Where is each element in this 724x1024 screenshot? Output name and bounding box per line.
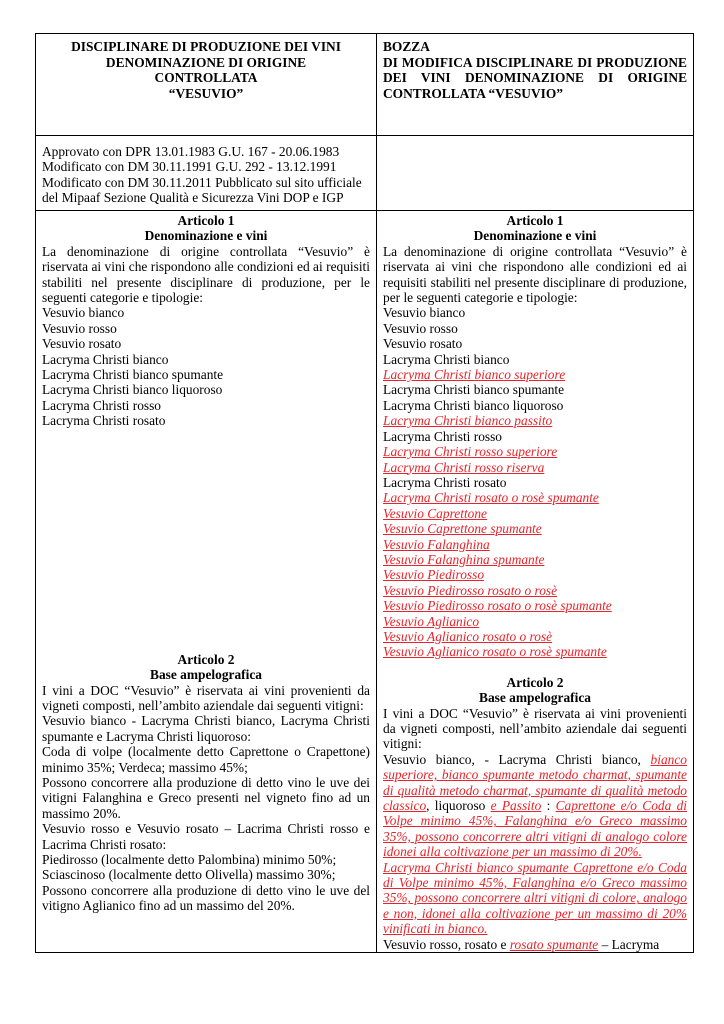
added-wine-type-item: Vesuvio Caprettone — [383, 505, 488, 521]
text-run: , liquoroso — [426, 798, 491, 814]
text-run: Vesuvio bianco, - Lacryma Christi bianco, — [383, 751, 651, 767]
paragraph: Piedirosso (localmente detto Palombina) minimo 50%; — [42, 851, 337, 867]
article-1-title: Articolo 1 — [177, 213, 235, 228]
draft-paragraph-rosso — [383, 937, 687, 952]
wine-type-item: Lacryma Christi rosato — [42, 413, 166, 429]
header-row — [36, 34, 694, 136]
original-wine-list — [42, 305, 370, 428]
wine-type-item: Vesuvio rosato — [383, 336, 463, 352]
added-wine-type-item: Vesuvio Aglianico rosato o rosè spumante — [383, 644, 607, 660]
draft-wine-list — [383, 305, 687, 659]
text-run: : — [541, 798, 556, 814]
title-line: “VESUVIO” — [168, 85, 244, 101]
header-right-cell — [377, 34, 694, 136]
added-text: rosato spumante — [509, 936, 599, 952]
added-wine-type-item: Vesuvio Piedirosso rosato o rosè spumante — [383, 598, 612, 614]
wine-type-item: Vesuvio bianco — [383, 305, 466, 321]
paragraph: Possono concorrere alla produzione di detto vino le uve dei vitigni Falanghina e Greco presenti nel vigneto fino ad un massimo 20%. — [42, 774, 370, 821]
approval-line: Modificato con DM 30.11.2011 Pubblicato sul sito ufficiale del Mipaaf Sezione Qualità e Sicurezza Vini DOP e IGP — [42, 174, 362, 206]
article-2-intro: I vini a DOC “Vesuvio” è riservata ai vini provenienti da vigneti composti, nell’ambito aziendale dai seguenti vitigni: — [383, 705, 687, 752]
added-wine-type-item: Vesuvio Piedirosso rosato o rosè — [383, 582, 558, 598]
article-2-title: Articolo 2 — [177, 651, 235, 667]
added-wine-type-item: Vesuvio Piedirosso — [383, 567, 485, 583]
paragraph: Possono concorrere alla produzione di detto vino le uve del vitigno Aglianico fino ad un massimo del 20%. — [42, 882, 370, 914]
article-2-subtitle: Base ampelografica — [150, 667, 262, 683]
approval-cell-empty — [377, 136, 694, 211]
article-1-subtitle: Denominazione e vini — [144, 228, 268, 244]
approval-line: Modificato con DM 30.11.1991 G.U. 292 - 13.12.1991 — [42, 159, 337, 175]
wine-type-item: Vesuvio rosso — [383, 320, 458, 336]
approval-cell — [36, 136, 377, 211]
wine-type-item: Lacryma Christi bianco — [383, 351, 510, 367]
article-2-intro: I vini a DOC “Vesuvio” è riservata ai vini provenienti da vigneti composti, nell’ambito aziendale dai seguenti vitigni: — [42, 682, 370, 713]
title-line: CONTROLLATA — [154, 70, 258, 86]
original-title — [42, 36, 370, 101]
draft-paragraph-bianco — [383, 752, 687, 860]
text-run: Vesuvio rosso, rosato e — [383, 936, 510, 952]
added-text: bianco superiore, bianco spumante metodo charmat, spumante di qualità metodo charmat, spumante di qualità metodo classico — [383, 751, 687, 814]
draft-subtitle: DI MODIFICA DISCIPLINARE DI PRODUZIONE DEI VINI DENOMINAZIONE DI ORIGINE CONTROLLATA “VESUVIO” — [383, 54, 687, 101]
draft-title — [383, 36, 687, 101]
article-2-title: Articolo 2 — [506, 674, 564, 690]
paragraph: Coda di volpe (localmente detto Caprettone o Crapettone) minimo 35%; Verdeca; massimo 45%; — [42, 744, 370, 775]
added-wine-type-item: Vesuvio Falanghina — [383, 536, 490, 552]
article-1-title: Articolo 1 — [506, 213, 564, 228]
original-articles-cell — [36, 211, 377, 953]
added-wine-type-item: Lacryma Christi rosato o rosè spumante — [383, 490, 599, 506]
added-wine-type-item: Vesuvio Aglianico rosato o rosè — [383, 628, 553, 644]
wine-type-item: Lacryma Christi bianco liquoroso — [42, 382, 223, 398]
draft-articles-cell — [377, 211, 694, 953]
approval-row — [36, 136, 694, 211]
wine-type-item: Vesuvio rosso — [42, 320, 117, 336]
article-1-intro: La denominazione di origine controllata “Vesuvio” è riservata ai vini che rispondono alle condizioni ed ai requisiti stabiliti nel presente disciplinare di produzione, per le seguenti categorie e tipologie: — [383, 243, 687, 306]
title-line: DENOMINAZIONE DI ORIGINE — [105, 54, 307, 70]
approval-line: Approvato con DPR 13.01.1983 G.U. 167 - 20.06.1983 — [42, 144, 340, 159]
article-1-subtitle: Denominazione e vini — [473, 228, 597, 244]
comparison-table — [35, 33, 694, 953]
draft-label: BOZZA — [383, 39, 430, 54]
wine-type-item: Lacryma Christi bianco spumante — [383, 382, 565, 398]
wine-type-item: Vesuvio rosato — [42, 336, 122, 352]
added-text: Caprettone e/o Coda di Volpe minimo 45%, Falanghina e/o Greco massimo 35%, possono concorrere altri vitigni di analogo colore idonei alla coltivazione per un massimo di 20%. — [383, 798, 687, 860]
added-wine-type-item: Vesuvio Caprettone spumante — [383, 521, 542, 537]
wine-type-item: Lacryma Christi bianco liquoroso — [383, 397, 564, 413]
title-line: DISCIPLINARE DI PRODUZIONE DEI VINI — [71, 39, 341, 54]
added-wine-type-item: Vesuvio Falanghina spumante — [383, 551, 545, 567]
added-wine-type-item: Lacryma Christi rosso riserva — [383, 459, 545, 475]
article-2-subtitle: Base ampelografica — [479, 690, 591, 706]
added-paragraph-spumante: Lacryma Christi bianco spumante Caprettone e/o Coda di Volpe minimo 45%, Falanghina e/o Greco massimo 35%, possono concorrere altri vitigni di colore, analogo e non, idonei alla coltivazione per un massimo di 20% vinificati in bianco. — [383, 859, 687, 937]
paragraph: Sciascinoso (localmente detto Olivella) massimo 30%; — [42, 867, 336, 883]
wine-type-item: Lacryma Christi rosso — [383, 428, 503, 444]
header-left-cell — [36, 34, 377, 136]
added-wine-type-item: Lacryma Christi bianco passito — [383, 413, 553, 429]
wine-type-item: Lacryma Christi rosso — [42, 397, 162, 413]
article-1-intro: La denominazione di origine controllata “Vesuvio” è riservata ai vini che rispondono alle condizioni ed ai requisiti stabiliti nel presente disciplinare di produzione, per le seguenti categorie e tipologie: — [42, 243, 370, 306]
wine-type-item: Lacryma Christi bianco — [42, 351, 169, 367]
added-text: e Passito — [490, 798, 542, 814]
paragraph: Vesuvio rosso e Vesuvio rosato – Lacrima Christi rosso e Lacrima Christi rosato: — [42, 821, 370, 852]
text-run: – Lacryma — [598, 936, 660, 952]
added-wine-type-item: Lacryma Christi rosso superiore — [383, 444, 558, 460]
wine-type-item: Lacryma Christi rosato — [383, 474, 507, 490]
added-wine-type-item: Vesuvio Aglianico — [383, 613, 480, 629]
wine-type-item: Vesuvio bianco — [42, 305, 125, 321]
paragraph: Vesuvio bianco - Lacryma Christi bianco, Lacryma Christi spumante e Lacryma Christi liquoroso: — [42, 713, 370, 744]
added-wine-type-item: Lacryma Christi bianco superiore — [383, 367, 566, 383]
articles-row — [36, 211, 694, 953]
wine-type-item: Lacryma Christi bianco spumante — [42, 367, 224, 383]
